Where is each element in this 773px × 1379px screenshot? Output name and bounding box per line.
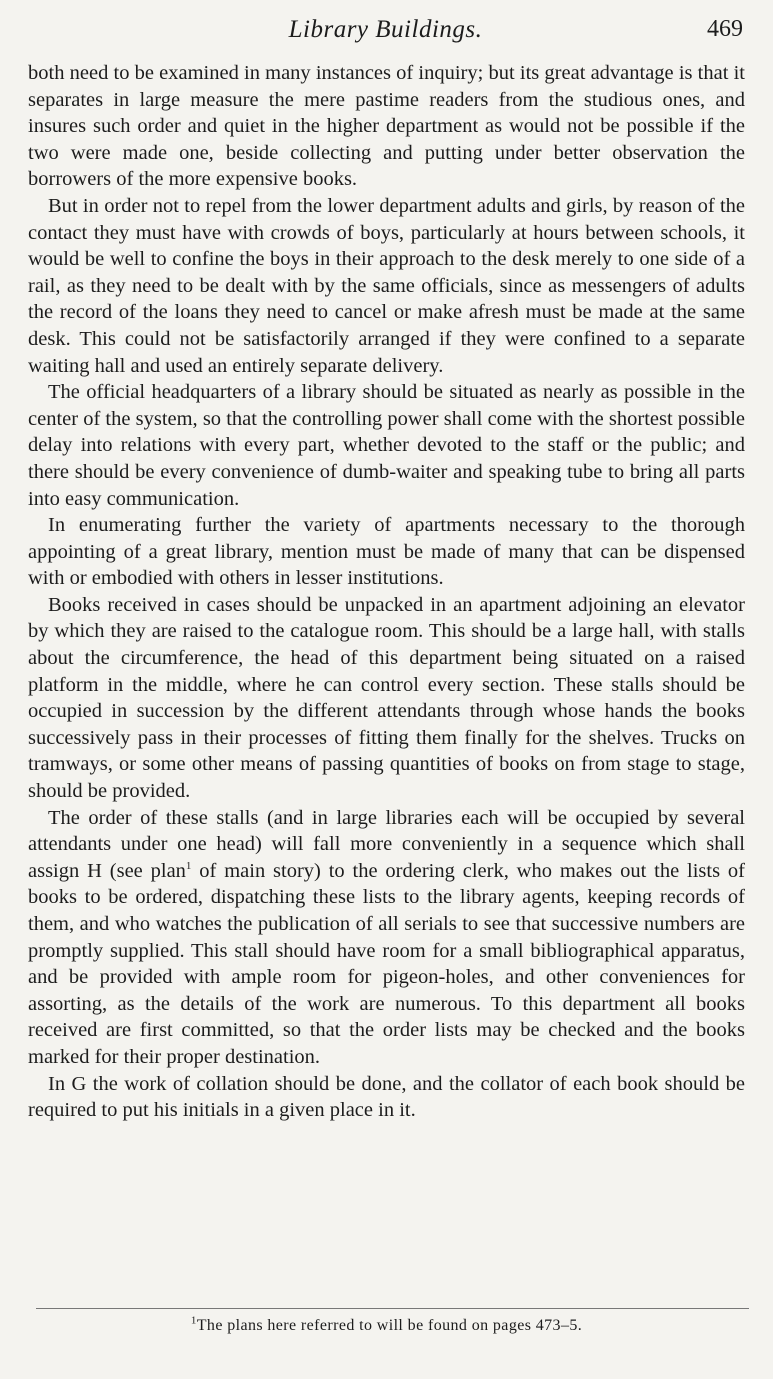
paragraph: In enumerating further the variety of apartments necessary to the thorough appointing of a great library, mention must be made of many that can be dispensed with or embodied with others in lesser institutions. (28, 514, 745, 590)
paragraph: In G the work of collation should be done, and the collator of each book should be required to put his initials in a given place in it. (28, 1072, 745, 1122)
paragraph: The official headquarters of a library should be situated as nearly as possible in the center of the system, so that the controlling power shall come with the shortest possible delay into relations with every part, whether devoted to the staff or the public; and there should be every convenience of dumb-waiter and speaking tube to bring all parts into easy communication. (28, 381, 745, 510)
footnote-marker: 1 (190, 1314, 197, 1327)
running-title: Library Buildings. (288, 16, 483, 43)
footnote-rule (36, 1308, 749, 1309)
paragraph-text: of main story) to the ordering clerk, who makes out the lists of books to be ordered, dispatching these lists to the library agents, keeping records of them, and who watches the publication of all serials to see that successive numbers are promptly supplied. This stall should have room for a small bibliographical apparatus, and be provided with ample room for pigeon-holes, and other conveniences for assorting, as the details of the work are numerous. To this department all books received are first committed, so that the order lists may be checked and the books marked for their proper destination. (28, 859, 745, 1068)
footnote-reference: 1 (185, 859, 192, 872)
paragraph-text: The order of these stalls (and in large libraries each will be occupied by several attendants under one head) will fall more conveniently in a sequence which shall assign H (see plan (28, 806, 745, 882)
footnote (0, 1314, 773, 1335)
body-text (28, 60, 745, 1124)
paragraph (28, 805, 745, 1071)
paragraph: Books received in cases should be unpacked in an apartment adjoining an elevator by which they are raised to the catalogue room. This should be a large hall, with stalls about the circumference, the head of this department being situated on a raised platform in the middle, where he can control every section. These stalls should be occupied in succession by the different attendants through whose hands the books successively pass in their processes of fitting them finally for the shelves. Trucks on tramways, or some other means of passing quantities of books on from stage to stage, should be provided. (28, 593, 745, 803)
paragraph: But in order not to repel from the lower department adults and girls, by reason of the contact they must have with crowds of boys, particularly at hours between schools, it would be well to confine the boys in their approach to the desk merely to one side of a rail, as they need to be dealt with by the same officials, since as messengers of adults the record of the loans they need to cancel or make afresh must be made at the same desk. This could not be satisfactorily arranged if they were confined to a separate waiting hall and used an entirely separate delivery. (28, 194, 745, 377)
page-header (28, 14, 743, 50)
page-number: 469 (707, 16, 743, 42)
paragraph: both need to be examined in many instances of inquiry; but its great advantage is that it separates in large measure the mere pastime readers from the studious ones, and insures such order and quiet in the higher department as would not be possible if the two were made one, beside collecting and putting under better observation the borrowers of the more expensive books. (28, 62, 745, 191)
footnote-text: The plans here referred to will be found on pages 473–5. (196, 1317, 583, 1334)
